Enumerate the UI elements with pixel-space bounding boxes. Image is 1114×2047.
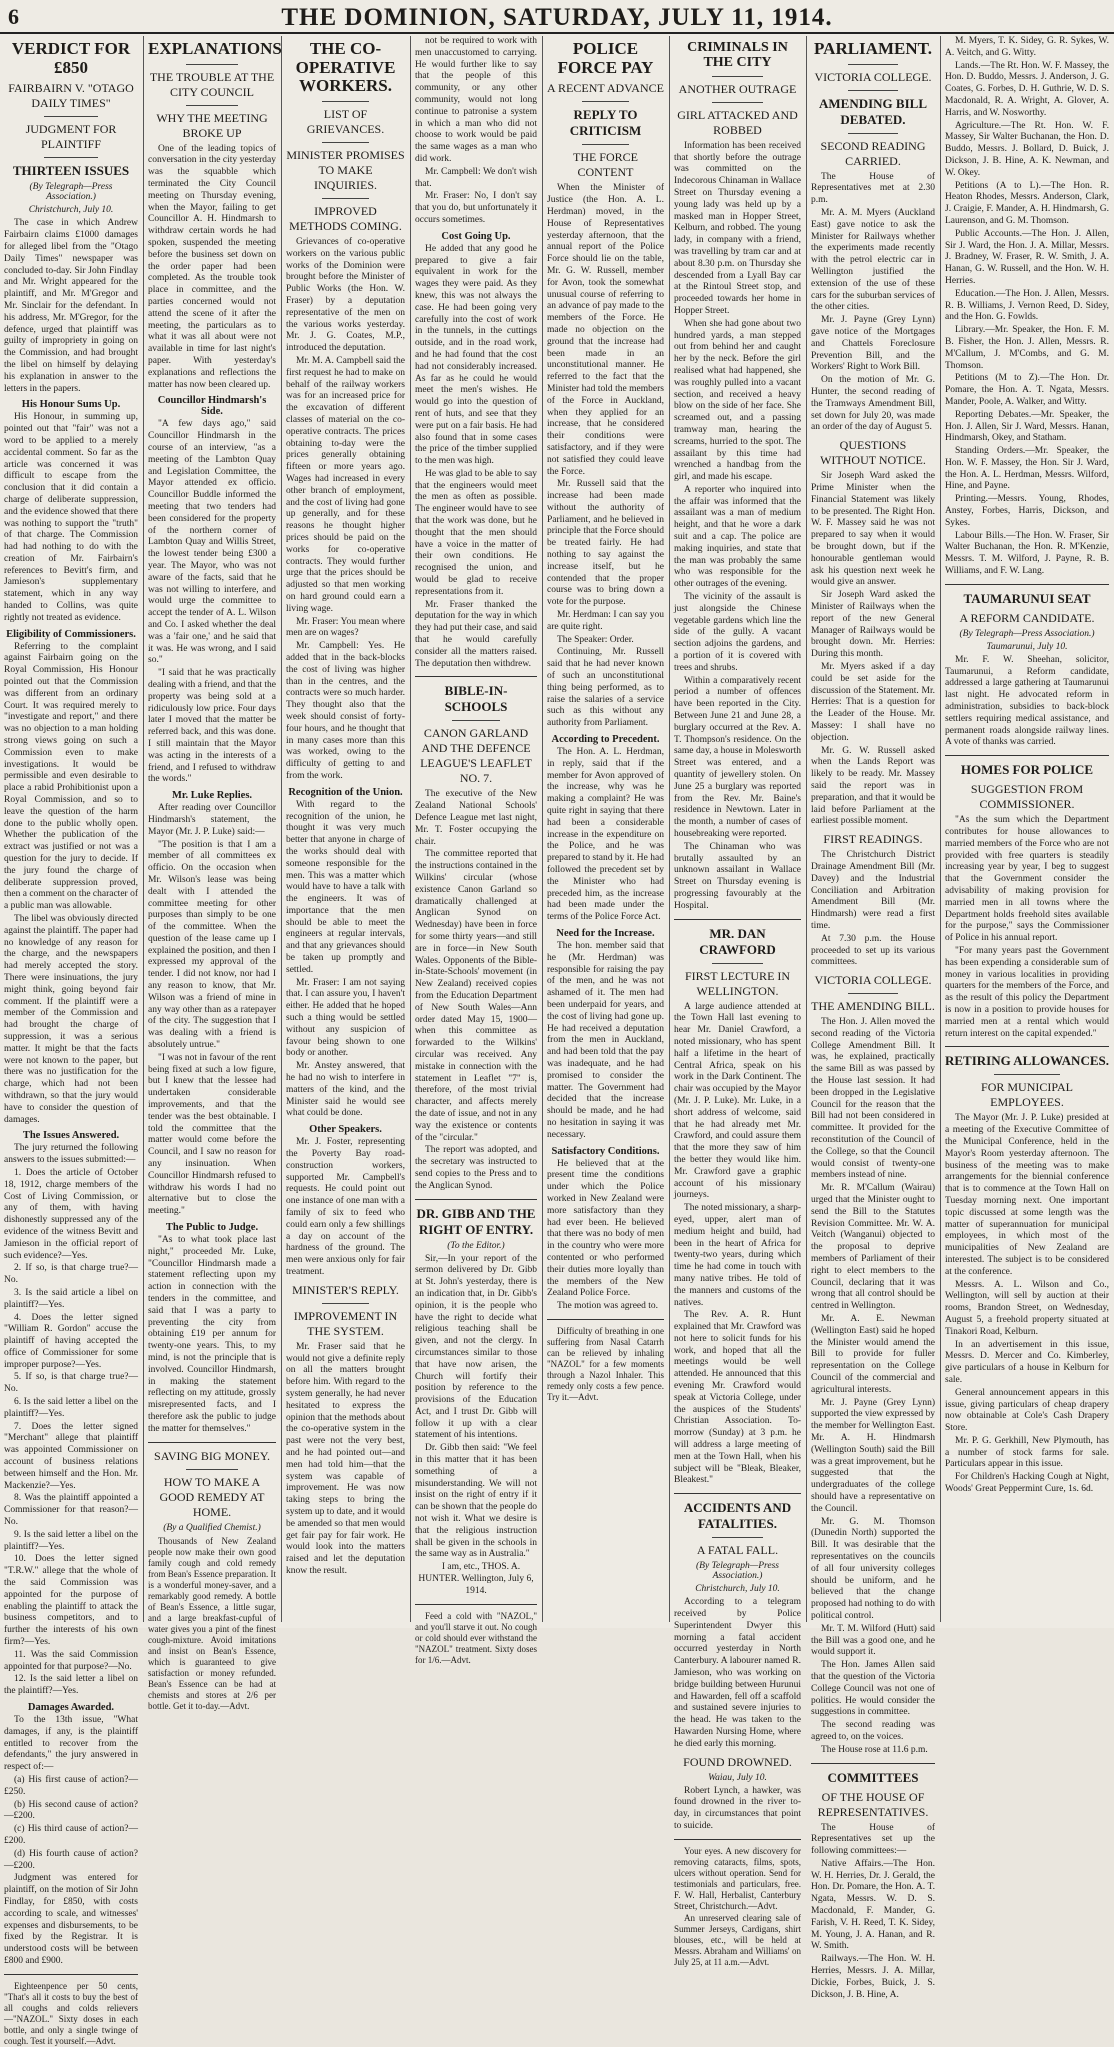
- subhead: FIRST LECTURE IN WELLINGTON.: [684, 968, 791, 998]
- subhead: A REFORM CANDIDATE.: [959, 610, 1095, 625]
- subhead: GIRL ATTACKED AND ROBBED: [677, 107, 798, 137]
- issue-answer: 9. Is the said letter a libel on the plaintiff?—Yes.: [4, 1529, 138, 1552]
- advertisement: Eighteenpence per 50 cents, "That's all it costs to buy the best of all coughs and colds relievers—"NAZOL." Sixty doses in each bottle, and only a single twinge of cough. Test it yourself.—Advt.: [4, 1980, 138, 2046]
- divider: [712, 102, 763, 103]
- paragraph: The House of Representatives met at 2.30 p.m.: [811, 171, 935, 206]
- section-heading: His Honour Sums Up.: [21, 399, 121, 411]
- paragraph: The noted missionary, a sharp-eyed, upper, alert man of medium height and build, had been in the heart of Africa for twenty-two years, during which time he had come in touch with many native tribes. He told of the manners and customs of the natives.: [674, 1203, 801, 1308]
- article-body: [811, 1823, 935, 2002]
- article-body: [945, 655, 1109, 749]
- article-body: [674, 1002, 801, 1488]
- issue-answer: 7. Does the letter signed "Merchant" allege that plaintiff was appointed Commissioner on account of business relations between himself and the Hon. Mr. Mackenzie?—Yes.: [4, 1421, 138, 1491]
- divider: [712, 963, 763, 964]
- subhead: LIST OF GRIEVANCES.: [306, 107, 385, 137]
- article-body: [547, 183, 664, 1403]
- divider: [674, 1839, 801, 1840]
- issue-answer: 4. Does the letter signed "William R. Gordon" accuse the plaintiff of having accepted the office of Commissioner for some improper purpose?—Yes.: [4, 1312, 138, 1370]
- headline: RETIRING ALLOWANCES.: [945, 1053, 1109, 1069]
- paragraph: The Hon. A. L. Herdman, in reply, said that if the member for Avon approved of the increase, why was he making a complaint? He was quite right in saying that there had been a considerable increase in the expenditure on the Police, and he was prepared to stand by it. He had followed the precedent set by the Minister who had preceded him, as the increase had been made under the terms of the Police Force Act.: [547, 747, 664, 923]
- subhead: OF THE HOUSE OF REPRESENTATIVES.: [817, 1789, 929, 1819]
- divider: [452, 720, 501, 721]
- paragraph: Judgment was entered for plaintiff, on the motion of Sir John Findlay, for £850, with costs according to scale, and witnesses' expenses and disbursements, to be fixed by the Registrar. It is understood costs will be between £800 and £900.: [4, 1873, 138, 1966]
- paragraph: The libel was obviously directed against the plaintiff. The paper had no knowledge of any reason for the charge, and the newspapers had merely accepted the story. There were insinuations, the jury might think, going beyond fair comment. If the plaintiff were a member of the Commission and had brought the charge of suppression, it was a serious matter. It might be that the facts were not known to the paper, but there was no justification for the charge, which had not been withdrawn, so that the jury would have to consider the question of damages.: [4, 914, 138, 1125]
- section-heading: Recognition of the Union.: [288, 786, 403, 798]
- divider: [4, 1974, 138, 1975]
- subhead: FAIRBAIRN V. "OTAGO DAILY TIMES": [8, 81, 134, 111]
- paragraph: The Mayor (Mr. J. P. Luke) presided at a meeting of the Executive Committee of the Municipal Conference, held in the Mayor's Room yesterday afternoon. The business of the meeting was to make arrangements for the biennial conference that is to commence at the Town Hall on Tuesday morning next. One important topic discussed at some length was the matter of superannuation for municipal employees, in which most of the municipalities of New Zealand are interested. The subject is to be considered at the conference.: [945, 1113, 1109, 1277]
- subhead: WHY THE MEETING BROKE UP: [156, 110, 268, 140]
- credit-line: (To the Editor.): [447, 1240, 505, 1251]
- headline: PARLIAMENT.: [814, 39, 932, 58]
- paragraph: Mr. T. M. Wilford (Hutt) said the Bill was a good one, and he would support it.: [811, 1623, 935, 1658]
- advertisement: Difficulty of breathing in one suffering from Nasal Catarrh can be relieved by inhaling "NAZOL" for a few moments through a Nazol Inhaler. This remedy only costs a few pence. Try it.—Advt.: [547, 1325, 664, 1402]
- issue-answer: 2. If so, is that charge true?—No.: [4, 1263, 138, 1286]
- paragraph: He added that any good he prepared to give a fair equivalent in work for the wages they were paid. As they knew, this was not always the case. He had been going very carefully into the cost of work in the tunnels, in the cuttings outside, and in the road work, and he had found that the cost had not considerably increased. As far as he could he would meet the men's wishes. He would go into the question of rent of huts, and see that they were put on a fair basis. He had also found that in some cases the price of the timber supplied to the men was high.: [415, 243, 537, 467]
- column-3-cooperative: [286, 36, 405, 1622]
- column-rule: [281, 36, 282, 1622]
- headline: MR. DAN CRAWFORD: [699, 925, 776, 957]
- issue-answer: 5. If so, is that charge true?—No.: [4, 1372, 138, 1395]
- dateline: Christchurch, July 10.: [28, 205, 114, 216]
- section-heading: Satisfactory Conditions.: [551, 1145, 660, 1157]
- masthead: [0, 2, 1114, 34]
- divider: [945, 1046, 1109, 1047]
- article-body: [811, 172, 935, 1757]
- divider: [945, 584, 1109, 585]
- section-heading: Damages Awarded.: [27, 1702, 115, 1713]
- paragraph: The Rev. A. R. Hunt explained that Mr. Crawford was not here to solicit funds for his work, and hoped that all the meetings would be well attended. He announced that this evening Mr. Crawford would speak at Victoria College, under the auspices of the Students' Christian Association. To-morrow (Sunday) at 3 p.m. he will address a large meeting of men at the Town Hall, when his subject will be "Bleak, Bleaker, Bleakest.": [674, 1310, 801, 1486]
- headline: HOMES FOR POLICE: [960, 762, 1094, 778]
- advertisement: Feed a cold with "NAZOL," and you'll starve it out. No cough or cold should ever withstand the "NAZOL" treatment. Sixty doses for 1/6.—Advt.: [415, 1610, 537, 1665]
- committee-list: Education.—The Hon. J. Allen, Messrs. R. B. Williams, J. Vernon Reed, D. Sidey, and the Hon. G. Fowlds.: [945, 288, 1109, 323]
- paragraph: The second reading was agreed to, on the voices.: [811, 1720, 935, 1742]
- paragraph: For Children's Hacking Cough at Night, Woods' Great Peppermint Cure, 1s. 6d.: [945, 1472, 1109, 1495]
- paragraph: Dr. Gibb then said: "We feel in this matter that it has been something of a misunderstanding. We will not insist on the right of entry if it can be shown that the people do not wish it. What we desire is that the religious instruction shall be given in the schools in the same way as in Australia.": [415, 1443, 537, 1560]
- subhead: FOUND DROWNED.: [683, 1754, 792, 1769]
- paragraph: Mr. G. M. Thomson (Dunedin North) supported the Bill. It was desirable that the representatives on the councils of all four university colleges should be uniform, and he believed that the change proposed had nothing to do with political control.: [811, 1516, 935, 1621]
- committee-list: M. Myers, T. K. Sidey, G. R. Sykes, W. A. Veitch, and G. Witty.: [945, 36, 1109, 58]
- subhead: CANON GARLAND AND THE DEFENCE LEAGUE'S LEAFLET NO. 7.: [420, 726, 532, 786]
- paragraph: His Honour, in summing up, pointed out that "fair" was not a word to be applied to a merely accidental comment. So far as the article was concerned it was difficult to escape from the conclusion that it did contain a charge of deliberate suppression, and the evidence showed that there was nothing to support the "truth" of that charge. The Commission had had nothing to do with the creation of Mr. Fairbairn's references to Bevitt's firm, and Jamieson's supplementary statement, which in any way handed to Collins, was quite rightly not treated as evidence.: [4, 412, 138, 623]
- paragraph: "The position is that I am a member of all committees ex officio. On the occasion when Mr. Wilson's lease was being dealt with I attended the committee meeting for other purposes than simply to be one of the committee. When the question of the lease came up I explained the position, and then I expressed my approval of the tender. I did not know, nor had I any reason to know, that Mr. Wilson was a friend of mine in any way other than as a ratepayer of the city. The suggestion that I was dealing with a friend is absolutely untrue.": [148, 839, 276, 1051]
- ad-headline: HOW TO MAKE A GOOD REMEDY AT HOME.: [159, 1474, 265, 1519]
- paragraph: The executive of the New Zealand National Schools' Defence League met last night, Mr. T. Foster occupying the chair.: [415, 789, 537, 847]
- paragraph: Sir Joseph Ward asked the Prime Minister when the Financial Statement was likely to be presented. The Right Hon. W. F. Massey said he was not prepared to say when it would be brought down, but if the honourable gentleman would ask his question next week he would give an answer.: [811, 471, 935, 588]
- headline: BIBLE-IN-SCHOOLS: [444, 683, 508, 715]
- article-body: [415, 1254, 537, 1666]
- credit-line: (By Telegraph—Press Association.): [959, 628, 1095, 639]
- divider: [186, 1469, 237, 1470]
- damages-item: (d) His fourth cause of action?—£200.: [4, 1848, 138, 1871]
- paragraph: "For many years past the Government has been expending a considerable sum of money in various localities in providing quarters for the members of the Force, and as the result of this policy the Department is now in a position to provide houses for married men at a rental which would return interest on the capital expended.": [945, 946, 1109, 1039]
- paragraph: Mr. J. Foster, representing the Poverty Bay road-construction workers, supported Mr. Campbell's requests. He could point out one instance of one man with a family of six to feed who could earn only a few shillings a day on account of the hardness of the ground. The men were anxious only for fair treatment.: [286, 1137, 405, 1277]
- headline: DR. GIBB AND THE RIGHT OF ENTRY.: [416, 1205, 536, 1237]
- committee-list: Library.—Mr. Speaker, the Hon. F. M. B. Fisher, the Hon. J. Allen, Messrs. R. M'Callum, J. M'Combs, and G. M. Thomson.: [945, 325, 1109, 371]
- subhead: AMENDING BILL DEBATED.: [819, 95, 927, 127]
- paragraph: At 7.30 p.m. the House proceeded to set up its various committees.: [811, 933, 935, 968]
- paragraph: The Hon. James Allen said that the question of the Victoria College Council was not one of politics. He would consider the suggestions in committee.: [811, 1660, 935, 1718]
- paragraph: Mr. Fraser said that he would not give a definite reply on all the matters brought before him. With regard to the system generally, he had never hesitated to express the opinion that the methods about the co-operative system in the past were not the very best, and he had pointed out—and men had told him—that the system was capable of improvement. He was now taking steps to bring the system up to date, and it would be amended so that men would get fair pay for fair work. He would look into the matters raised and let the deputation know the result.: [286, 1341, 405, 1576]
- paragraph: Sir,—In your report of the sermon delivered by Dr. Gibb at St. John's yesterday, there is an indication that, in Dr. Gibb's opinion, it is the people who have the right to decide what religious teaching shall be given, and not the clergy. In circumstances similar to those that have now arisen, the Church will fortify their position by reference to the provisions of the Education Act, and I trust Dr. Gibb will follow it up with a clear statement of his intentions.: [415, 1253, 537, 1441]
- section-heading: Eligibility of Commissioners.: [6, 628, 136, 640]
- paragraph: Mr. Campbell: We don't wish that.: [415, 166, 537, 189]
- committee-list: Lands.—The Rt. Hon. W. F. Massey, the Hon. D. Buddo, Messrs. J. Anderson, J. G. Coates, G. Forbes, D. H. Guthrie, W. D. S. Macdonald, R. A. Wright, A. Glover, A. Harris, and W. Nosworthy.: [945, 60, 1109, 118]
- subhead: REPLY TO CRITICISM: [569, 107, 642, 139]
- paragraph: When she had gone about two hundred yards, a man stepped out from behind her and caught her by the neck. Before the girl realised what had happened, she was roughly pulled into a vacant section, and received a heavy blow on the side of her face. She screamed out, and a passing tramway man, hearing the screams, hurried to the spot. The assailant by this time had wrenched a handbag from the girl, and made his escape.: [674, 318, 801, 483]
- dateline: Christchurch, July 10.: [695, 1584, 780, 1595]
- subhead: SUGGESTION FROM COMMISSIONER.: [970, 782, 1084, 812]
- paragraph: The House of Representatives set up the following committees:—: [811, 1822, 935, 1857]
- paragraph: Grievances of co-operative workers on the various public works of the Dominion were brought before the Minister of Public Works (the Hon. W. Fraser) by a deputation representative of the men on the various works yesterday. Mr. J. G. Coates, M.P., introduced the deputation.: [286, 237, 405, 354]
- paragraph: The report was adopted, and the secretary was instructed to send copies to the Press and to the Anglican Synod.: [415, 1145, 537, 1191]
- committee-list: Petitions (A to L).—The Hon. R. Heaton Rhodes, Messrs. Anderson, Clark, J. Craigie, F. Mander, A. H. Hindmarsh, G. Laurenson, and G. M. Thomson.: [945, 180, 1109, 226]
- subhead: FOR MUNICIPAL EMPLOYEES.: [981, 1080, 1073, 1110]
- section-heading: QUESTIONS WITHOUT NOTICE.: [820, 438, 926, 468]
- paragraph: Robert Lynch, a hawker, was found drowned in the river to-day, in circumstances that point to suicide.: [674, 1785, 801, 1831]
- paragraph: When the Minister of Justice (the Hon. A. L. Herdman) moved, in the House of Representatives yesterday afternoon, that the annual report of the Police Force should lie on the table, Mr. G. W. Russell, member for Avon, took the somewhat unusual course of referring to an advance of pay made to the members of the Force. He made no objection on the ground that the increase had been made in an unconstitutional manner. He referred to the fact that the Minister had told the members of the Force in Auckland, when they applied for an increase, that he considered their conditions were satisfactory, and if they were not satisfied they could leave the Force.: [547, 183, 664, 477]
- subhead: SECOND READING CARRIED.: [820, 138, 926, 168]
- credit-line: (By Telegraph—Press Association.): [696, 1561, 779, 1582]
- paragraph: The motion was agreed to.: [557, 1301, 659, 1312]
- divider: [415, 1199, 537, 1200]
- issue-answer: 1. Does the article of October 18, 1912, charge members of the Cost of Living Commission, or any of them, with having dishonestly suppressed any of the evidence of the witness Bevitt and Jamieson in the official report of such evidence?—Yes.: [4, 1167, 138, 1261]
- section-heading: Other Speakers.: [309, 1124, 382, 1136]
- section-heading: According to Precedent.: [551, 734, 660, 746]
- divider: [322, 1303, 370, 1304]
- ad-title: SAVING BIG MONEY.: [154, 1448, 270, 1463]
- paragraph: Mr. Fraser: No, I don't say that you do, but unfortunately it occurs sometimes.: [415, 191, 537, 225]
- paragraph: The House rose at 11.6 p.m.: [821, 1744, 928, 1755]
- column-5-police: [547, 36, 664, 1622]
- divider: [712, 76, 763, 77]
- paragraph: The vicinity of the assault is just alongside the Chinese vegetable gardens which line the side of the gully. A vacant section adjoins the gardens, and a portion of it is covered with trees and shrubs.: [674, 592, 801, 673]
- divider: [848, 133, 898, 134]
- damages-item: (a) His first cause of action?—£250.: [4, 1774, 138, 1797]
- paragraph: The case in which Andrew Fairbairn claims £1000 damages for alleged libel from the "Otago Daily Times" newspaper was concluded to-day. Sir John Findlay and Mr. Wright appeared for the plaintiff, and Mr. M'Gregor and Mr. Sinclair for the defendant. In his address, Mr. M'Gregor, for the defence, urged that plaintiff was guilty of impropriety in going on the Commission, and had brought the libel on himself by delaying his explanation in answer to the letters in the papers.: [4, 218, 138, 394]
- divider: [582, 144, 629, 145]
- article-body: [945, 815, 1109, 1040]
- article-body: [4, 218, 138, 2046]
- paragraph: Mr. Russell said that the increase had been made without the authority of Parliament, and he believed in principle that the Force should be treated fairly. He had nothing to say against the increase itself, but he contended that the proper course was to bring down a vote for the purpose.: [547, 479, 664, 608]
- ad-credit: (By a Qualified Chemist.): [163, 1522, 261, 1533]
- divider: [712, 1537, 763, 1538]
- paragraph: The committee reported that the instructions contained in the Wilkins' circular (whose existence Canon Garland so dramatically challenged at Anglican Synod on Wednesday) have been in force for some thirty years—and still are in force—in New South Wales. Opponents of the Bible-in-State-Schools' movement (in New Zealand) received copies from the Education Department of New South Wales—Ann order dated May 15, 1900—when this committee as forwarded to the Wilkins' circular was received. Any mistake in connection with the statement in Leaflet "7" is, therefore, of the most trivial character, and affects merely the date of issue, and not in any way the existence or contents of the "circular.": [415, 849, 537, 1143]
- issue-answer: 11. Was the said Commission appointed for that purpose?—No.: [4, 1649, 138, 1672]
- paragraph: After reading over Councillor Hindmarsh's statement, the Mayor (Mr. J. P. Luke) said:—: [148, 803, 276, 837]
- divider: [322, 142, 370, 143]
- article-body: [674, 1597, 801, 1968]
- subhead: THIRTEEN ISSUES: [12, 163, 130, 179]
- paragraph: With regard to the recognition of the union, he thought it was very much better that anyone in charge of the works should deal with someone responsible for the men. This was a matter which would have to have a talk with the engineers. It was of importance that the men should be able to meet the engineers at regular intervals, and that any grievances should be taken up promptly and settled.: [286, 799, 405, 975]
- divider: [674, 919, 801, 920]
- committee-list: Printing.—Messrs. Young, Rhodes, Anstey, Forbes, Harris, Dickson, and Sykes.: [945, 494, 1109, 528]
- paragraph: Mr. Campbell: Yes. He added that in the back-blocks the cost of living was higher than in the centres, and the contracts were so much harder. They thought also that the week should consist of forty-four hours, and he thought that in many cases more than this was worked, owing to the difficulty of getting to and from the work.: [286, 641, 405, 781]
- column-8-committees: [945, 36, 1109, 1622]
- divider: [945, 755, 1109, 756]
- subhead: JUDGMENT FOR PLAINTIFF: [25, 122, 117, 152]
- committee-list: Agriculture.—The Rt. Hon. W. F. Massey, Sir Walter Buchanan, the Hon. D. Buddo, Messrs. J. Bollard, D. Buick, J. Dickson, J. B. Hine, A. K. Newman, and W. Okey.: [945, 120, 1109, 178]
- divider: [44, 157, 98, 158]
- column-rule: [410, 36, 411, 1622]
- paragraph: Continuing, Mr. Russell said that he had never known of such an unconstitutional thing being performed, as to raise the salaries of a service such as this without any authority from Parliament.: [547, 647, 664, 729]
- advertisement: Thousands of New Zealand people now make their own good family cough and cold remedy from Bean's Essence preparation. It is a wonderful money-saver, and a remarkably good remedy. A bottle of Bean's Essence, a little sugar, and a large breakfast-cupful of water gives you a pint of the finest cough-mixture. Avoid imitations and insist on Bean's Essence, which is guaranteed to give satisfaction or money refunded. Bean's Essence can be had at chemists and stores at 2/6 per bottle. Get it to-day.—Advt.: [148, 1535, 276, 1711]
- paragraph: The Chinaman who was brutally assaulted by an unknown assailant in Wallace Street on Thursday evening is progressing favourably at the Hospital.: [674, 841, 801, 911]
- headline: ACCIDENTS AND FATALITIES.: [683, 1500, 792, 1532]
- column-4-continued: [415, 36, 537, 1665]
- damages-item: (c) His third cause of action?—£200.: [4, 1824, 138, 1846]
- paragraph: Mr. Fraser thanked the deputation for the way in which they had put their case, and said that he would carefully consider all the matters raised. The deputation then withdrew.: [415, 599, 537, 669]
- column-7-parliament: [811, 36, 935, 2000]
- committee-list: Labour Bills.—The Hon. W. Fraser, Sir Walter Buchanan, the Hon. R. M'Kenzie, Messrs. T. M. Wilford, J. Payne, R. B. Williams, and F. W. Lang.: [945, 530, 1109, 577]
- paragraph: Mr. J. Payne (Grey Lynn) gave notice of the Mortgages and Chattels Foreclosure Prevention Bill, and the Workers' Right to Work Bill.: [811, 315, 935, 373]
- section-heading: The Public to Judge.: [165, 1222, 259, 1234]
- paragraph: Referring to the complaint against Fairbairn going on the Royal Commission, His Honour pointed out that the Commission was different from an ordinary Court. It was required merely to "investigate and report," and there was no objection to a man holding strong views going on such a Commission even to make investigations. It would be permissible and even desirable to place a rabid Prohibitionist upon a Royal Commission, and so to leave the question of the harm done to the public wholly open. Whether the publication of the extract was justified or not was a question for the jury to decide. If the jury found the charge of deliberate suppression proved, then a comment on the character of a public man was allowable.: [4, 641, 138, 912]
- headline: POLICE FORCE PAY: [557, 39, 654, 77]
- paragraph: Mr. F. W. Sheehan, solicitor, Taumarunui, a Reform candidate, addressed a large gathering at Taumarunui last night. He advocated reform in administration, subsidies to back-block settlers requiring medical assistance, and permanent roads alongside railway lines. A vote of thanks was carried.: [945, 654, 1109, 748]
- column-rule: [806, 36, 807, 1622]
- paragraph: To the 13th issue, "What damages, if any, is the plaintiff entitled to recover from the defendants," the jury answered in respect of:—: [4, 1715, 138, 1773]
- issue-answer: 12. Is the said letter a libel on the plaintiff?—Yes.: [4, 1674, 138, 1697]
- subhead: IMPROVED METHODS COMING.: [289, 204, 402, 234]
- paragraph: Mr. A. M. Myers (Auckland East) gave notice to ask the Minister for Railways whether the experiments made recently with the petrol electric car in Wellington justified the extension of the use of these cars for the suburban services of the other cities.: [811, 208, 935, 313]
- paragraph: Mr. Myers asked if a day could be set aside for the discussion of the Statement. Mr. Herries: That is a question for the Leader of the House. Mr. Massey: I shall have no objection.: [811, 661, 935, 743]
- section-heading: FIRST READINGS.: [823, 832, 923, 847]
- paragraph: Railways.—The Hon. W. H. Herries, Messrs. J. A. Millar, Dickie, Forbes, Buick, J. S. Dickson, J. B. Hine, A.: [811, 1954, 935, 2000]
- section-heading: Need for the Increase.: [556, 927, 655, 939]
- dateline: Waiau, July 10.: [708, 1772, 767, 1783]
- section-heading: Cost Going Up.: [441, 230, 511, 242]
- committee-list: Public Accounts.—The Hon. J. Allen, Sir J. Ward, the Hon. J. A. Millar, Messrs. J. Bradney, W. Fraser, R. W. Smith, J. A. Hanan, G. W. Russell, and the Hon. W. H. Herries.: [945, 228, 1109, 286]
- subhead: THE TROUBLE AT THE CITY COUNCIL: [149, 69, 275, 99]
- divider: [811, 1763, 935, 1764]
- subhead: A FATAL FALL.: [696, 1543, 779, 1558]
- paragraph: General announcement appears in this issue, giving particulars of cheap drapery now obtainable at Cole's Cash Drapery Store.: [945, 1387, 1109, 1434]
- paragraph: The hon. member said that he (Mr. Herdman) was responsible for raising the pay of the men, and he was not ashamed of it. The men had been underpaid for years, and the cost of living had gone up. He had received a deputation from the men in Auckland, and had been told that the pay was inadequate, and he had promised to consider the matter. The Government had decided that the increase should be made, and he had no hesitation in saying it was necessary.: [547, 940, 664, 1140]
- paragraph: Mr. Fraser: I am not saying that. I can assure you, I haven't either. He added that he hoped such a thing would be settled without any suspicion of favour being shown to one body or another.: [286, 977, 405, 1059]
- paragraph: The Christchurch District Drainage Amendment Bill (Mr. Davey) and the Industrial Conciliation and Arbitration Amendment Bill (Mr. Hindmarsh) were read a first time.: [811, 850, 935, 931]
- headline: TAUMARUNUI SEAT: [963, 590, 1091, 606]
- paragraph: "I said that he was practically dealing with a friend, and that the property was being sold at a ridiculously low price. Four days later I moved that the matter be referred back, and this was done. I still maintain that the Mayor was acting in the interests of a friend, and I refused to withdraw the words.": [148, 668, 276, 785]
- divider: [582, 101, 629, 102]
- section-heading: Councillor Hindmarsh's Side.: [157, 395, 267, 418]
- paragraph: The Hon. J. Allen moved the second reading of the Victoria College Amendment Bill. It was, he explained, practically the same Bill as was passed by the House last session. It had been dropped in the Legislative Council for the reason that the Bill had not been considered in committee. It provided for the reconstitution of the Council of the College, so that the Council would consist of twenty-one members instead of nine.: [811, 1017, 935, 1181]
- divider: [186, 64, 237, 65]
- credit-line: (By Telegraph—Press Association.): [29, 182, 113, 203]
- dateline: Taumarunui, July 10.: [986, 641, 1068, 652]
- headline: EXPLANATIONS: [148, 39, 282, 58]
- article-body: [415, 789, 537, 1192]
- divider: [415, 676, 537, 677]
- divider: [44, 116, 98, 117]
- divider: [994, 1074, 1060, 1075]
- paragraph: Information has been received that shortly before the outrage was committed on the Indecorous Chinaman in Wallace Street on Thursday evening a young lady was held up by a masked man in Hopper Street, Kelburn, and robbed. The young lady, in company with a friend, was travelling by tram car and at about 8.30 p.m. on Thursday she descended from a Lyall Bay car at the Rintoul Street stop, and proceeded towards her home in Hopper Street.: [674, 140, 801, 316]
- issue-answer: 6. Is the said letter a libel on the plaintiff?—Yes.: [4, 1397, 138, 1419]
- divider: [322, 198, 370, 199]
- paragraph: Sir Joseph Ward asked the Minister of Railways when the report of the new General Manager of Railways would be brought down. Mr. Herries: During this month.: [811, 590, 935, 660]
- article-body: [945, 36, 1109, 578]
- headline: THE CO-OPERATIVE WORKERS.: [295, 39, 396, 96]
- divider: [322, 101, 370, 102]
- column-1-verdict: [4, 36, 138, 2046]
- column-2-explanations: [148, 36, 282, 1711]
- column-rule: [143, 36, 144, 1622]
- damages-item: (b) His second cause of action?—£200.: [4, 1799, 138, 1822]
- subhead: VICTORIA COLLEGE.: [814, 69, 932, 84]
- paragraph: Mr. R. M'Callum (Wairau) urged that the Minister ought to send the Bill to the Statutes Revision Committee. Mr. W. A. Veitch (Wanganui) objected to the proposal to deprive members of Parliament of their right to elect members to the Council, declaring that it was wrong that all control should be centred in Wellington.: [811, 1183, 935, 1312]
- article-body: [674, 141, 801, 913]
- divider: [848, 90, 898, 91]
- subhead: MINISTER PROMISES TO MAKE INQUIRIES.: [286, 148, 405, 193]
- section-heading: THE AMENDING BILL.: [811, 999, 935, 1014]
- divider: [848, 64, 898, 65]
- divider: [547, 1319, 664, 1320]
- paragraph: Mr. Herdman: I can say you are quite right.: [547, 610, 664, 632]
- headline: COMMITTEES: [827, 1769, 919, 1785]
- section-heading: VICTORIA COLLEGE.: [814, 973, 932, 988]
- paragraph: Mr. J. Payne (Grey Lynn) supported the view expressed by the member for Wellington East. Mr. A. H. Hindmarsh (Wellington South) said the Bill was a great improvement, but he suggested that the undergraduates of the college should have a representative on the Council.: [811, 1397, 935, 1514]
- column-rule: [669, 36, 670, 1622]
- subhead: A RECENT ADVANCE: [547, 81, 664, 96]
- advertisement: An unreserved clearing sale of Summer Jerseys, Cardigans, shirt blouses, etc., will be held at Messrs. Abraham and Williams' on July 25, at 11 a.m.—Advt.: [674, 1912, 801, 1967]
- committee-list: Petitions (M to Z).—The Hon. Dr. Pomare, the Hon. A. T. Ngata, Messrs. Mander, Poole, A. Walker, and Witty.: [945, 373, 1109, 407]
- issue-answer: 10. Does the letter signed "T.R.W." allege that the whole of the said Commission was appointed for the purpose of enabling the plaintiff to attack the business competitors, and to further the interests of his own firm?—Yes.: [4, 1554, 138, 1648]
- headline: VERDICT FOR £850: [11, 39, 131, 77]
- paragraph: Mr. P. G. Gerkhill, New Plymouth, has a number of stock farms for sale. Particulars appear in this issue.: [945, 1435, 1109, 1470]
- masthead-title: THE DOMINION, SATURDAY, JULY 11, 1914.: [281, 4, 833, 31]
- paragraph: Messrs. A. L. Wilson and Co., Wellington, will sell by auction at their rooms, Brandon Street, on Wednesday, August 5, a freehold property situated at Tinakori Road, Kelburn.: [945, 1279, 1109, 1337]
- paragraph: Mr. M. A. Campbell said the first request he had to make on behalf of the railway workers was for an increased price for the excavation of different classes of material on the co-operative contracts. The prices obtaining to-day were the prices generally obtaining fifteen or more years ago. Wages had increased in every other branch of employment, and the cost of living had gone up generally, and for these reasons he thought higher prices should be paid on the works for co-operative contracts. They would further urge that the prices should be adjusted so that men working on hard ground could earn a living wage.: [286, 356, 405, 614]
- paragraph: A reporter who inquired into the affair was informed that the assailant was a man of medium height, and that he wore a dark suit and a cap. The police are making inquiries, and state that the man was probably the same who was responsible for the other outrages of the evening.: [674, 484, 801, 590]
- paragraph: Native Affairs.—The Hon. W. H. Herries, Dr. J. Gerald, the Hon. Dr. Pomare, the Hon. A. T. Ngata, Messrs. W. D. S. Macdonald, F. Mander, G. Farish, V. H. Reed, T. K. Sidey, M. Young, J. A. Hanan, and R. W. Smith.: [811, 1858, 935, 1952]
- page-number: 6: [8, 4, 19, 29]
- section-heading: IMPROVEMENT IN THE SYSTEM.: [293, 1308, 398, 1338]
- column-rule: [542, 36, 543, 1622]
- subhead: THE FORCE CONTENT: [572, 150, 638, 180]
- paragraph: One of the leading topics of conversation in the city yesterday was the squabble which terminated the City Council meeting on Thursday evening, when the Mayor, failing to get Councillor A. H. Hindmarsh to withdraw certain words he had spoken, suspended the meeting before the business set down on the order paper had been completed. As the trouble took place in committee, and the parties concerned would not attend the scene of it after the meeting, the particulars as to what it was all about were not available in time for last night's paper. With yesterday's explanations and reflections the matter has now been cleared up.: [148, 143, 276, 390]
- divider: [848, 993, 898, 994]
- paragraph: "As to what took place last night," proceeded Mr. Luke, "Councillor Hindmarsh made a statement reflecting upon my action in connection with the tenders in the committee, and said that I was a party to preventing the city from obtaining £19 per annum for twenty-one years. This, to my mind, is not the principle that is involved. Councillor Hindmarsh, in making the statement reflecting on my attitude, grossly misrepresented facts, and I therefore ask the public to judge the matter for themselves.": [148, 1235, 276, 1434]
- paragraph: Mr. G. W. Russell asked when the Lands Report was likely to be ready. Mr. Massey said the report was in preparation, and that it would be laid before Parliament at the earliest possible moment.: [811, 745, 935, 827]
- article-body: [945, 1113, 1109, 1496]
- divider: [148, 1442, 276, 1443]
- paragraph: A large audience attended at the Town Hall last evening to hear Mr. Daniel Crawford, a noted missionary, who has spent half a lifetime in the heart of Central Africa, speak on his work in the Dark Continent. The chair was occupied by the Mayor (Mr. J. P. Luke). Mr. Luke, in a short address of welcome, said that he had already met Mr. Crawford, and could assure them that the more they saw of him the better they would like him. Mr. Crawford gave a graphic account of his missionary journeys.: [674, 1001, 801, 1201]
- paragraph: Mr. Anstey answered, that he had no wish to interfere in matters of the kind, and the Minister said he would see what could be done.: [286, 1061, 405, 1119]
- paragraph: "A few days ago," said Councillor Hindmarsh in the course of an interview, "as a meeting of the Lambton Quay and Legislation Committee, the Mayor attended ex officio. Councillor Buddle informed the meeting that two tenders had been considered for the property of the northern corner of Lambton Quay and Willis Street, the lowest tender being £300 a year. The Mayor, who was not aware of the facts, said that he was not willing to interfere, and would urge the committee to accept the tender of A. L. Wilson and Co. I asked whether the deal was a 'fair one,' and he said that it was. He was wrong, and I said so.": [148, 419, 276, 666]
- committee-list: Reporting Debates.—Mr. Speaker, the Hon. J. Allen, Sir J. Ward, Messrs. Hanan, Hindmarsh, Okey, and Statham.: [945, 409, 1109, 444]
- column-rule: [940, 36, 941, 1622]
- divider: [674, 1493, 801, 1494]
- column-6-criminals: [674, 36, 801, 1967]
- paragraph: On the motion of Mr. G. Hunter, the second reading of the Tramways Amendment Bill, set down for July 20, was made an order of the day of August 5.: [811, 375, 935, 433]
- paragraph: He was glad to be able to say that the engineers would meet the men as often as possible. The engineer would have to see that the work was done, but he thought that the men should have a voice in the matter of their own conditions. He recognised the union, and would be glad to receive representations from it.: [415, 468, 537, 597]
- headline: CRIMINALS IN THE CITY: [687, 40, 788, 71]
- article-body: [286, 237, 405, 1578]
- paragraph: He believed that at the present time the conditions under which the Police worked in New Zealand were more satisfactory than they had ever been. He believed that there was no body of men in the country who were more contented or who performed their duties more loyally than the members of the New Zealand Police Force.: [547, 1158, 664, 1299]
- paragraph: Within a comparatively recent period a number of offences have been reported in the City. Between June 21 and June 28, a burglary occurred at the Rev. A. T. Thompson's residence. On the same day, a house in Molesworth Street was entered, and a quantity of jewellery stolen. On June 25 a burglary was reported from the Rev. Mr. Baine's residence in Newtown. Later in the month, a number of cases of housebreaking were reported.: [674, 675, 801, 839]
- article-body: [415, 36, 537, 670]
- paragraph: not be required to work with men unaccustomed to carrying. He would further like to say that the people of this community, or any other community, would not long continue to patronise a system in which a man who did not choose to work would be paid the same wages as a man who did work.: [415, 36, 537, 164]
- section-heading: The Issues Answered.: [22, 1130, 120, 1142]
- section-heading: MINISTER'S REPLY.: [292, 1282, 399, 1297]
- committee-list: Standing Orders.—Mr. Speaker, the Hon. W. F. Massey, the Hon. Sir J. Ward, the Hon. A. L. Herdman, Messrs. Wilford, Hine, and Payne.: [945, 446, 1109, 492]
- section-heading: Mr. Luke Replies.: [171, 790, 253, 802]
- paragraph: "As the sum which the Department contributes for house allowances to married members of the Force who are not provided with free quarters is steadily increasing year by year, I beg to suggest that the Government consider the advisability of making provision for married men in all towns where the Department holds freehold sites available for the purpose," says the Commissioner of Police in his annual report.: [945, 815, 1109, 944]
- article-body: [148, 144, 276, 1712]
- subhead: ANOTHER OUTRAGE: [678, 81, 797, 96]
- paragraph: In an advertisement in this issue, Messrs. D. Mercer and Co. Kimberley, give particulars of a house in Kelburn for sale.: [945, 1339, 1109, 1385]
- paragraph: Mr. Fraser: You mean where men are on wages?: [286, 616, 405, 639]
- divider: [186, 105, 237, 106]
- signoff: I am, etc., THOS. A. HUNTER. Wellington, July 6, 1914.: [418, 1562, 534, 1596]
- issue-answer: 8. Was the plaintiff appointed a Commissioner for that reason?—No.: [4, 1493, 138, 1528]
- divider: [415, 1604, 537, 1605]
- paragraph: The jury returned the following answers to the issues submitted:—: [4, 1143, 138, 1166]
- paragraph: "I was not in favour of the rent being fixed at such a low figure, but I knew that the lessee had undertaken considerable improvements, and that the tender was the best obtainable. I told the committee that the matter would come before the Council, and I saw no reason for any insinuation. When Councillor Hindmarsh refused to withdraw his words I had no alternative but to close the meeting.": [148, 1052, 276, 1217]
- paragraph: According to a telegram received by Police Superintendent Dwyer this morning a fatal accident occurred yesterday in North Canterbury. A labourer named R. Jamieson, who was working on bridge building between Hurunui and Hawarden, fell off a scaffold and sustained severe injuries to the head. He was taken to the Hawarden Nursing Home, where he died early this morning.: [674, 1597, 801, 1749]
- issue-answer: 3. Is the said article a libel on plaintiff?—Yes.: [4, 1287, 138, 1310]
- paragraph: Mr. A. E. Newman (Wellington East) said he hoped the Minister would amend the Bill to provide for fuller representation on the College Council of the commercial and agricultural interests.: [811, 1314, 935, 1395]
- paragraph: The Speaker: Order.: [557, 634, 634, 645]
- advertisement: Your eyes. A new discovery for removing cataracts, films, spots, ulcers without operation. Send for testimonials and particulars, free. F. W. Hall, Herbalist, Canterbury Street, Christchurch.—Advt.: [674, 1845, 801, 1911]
